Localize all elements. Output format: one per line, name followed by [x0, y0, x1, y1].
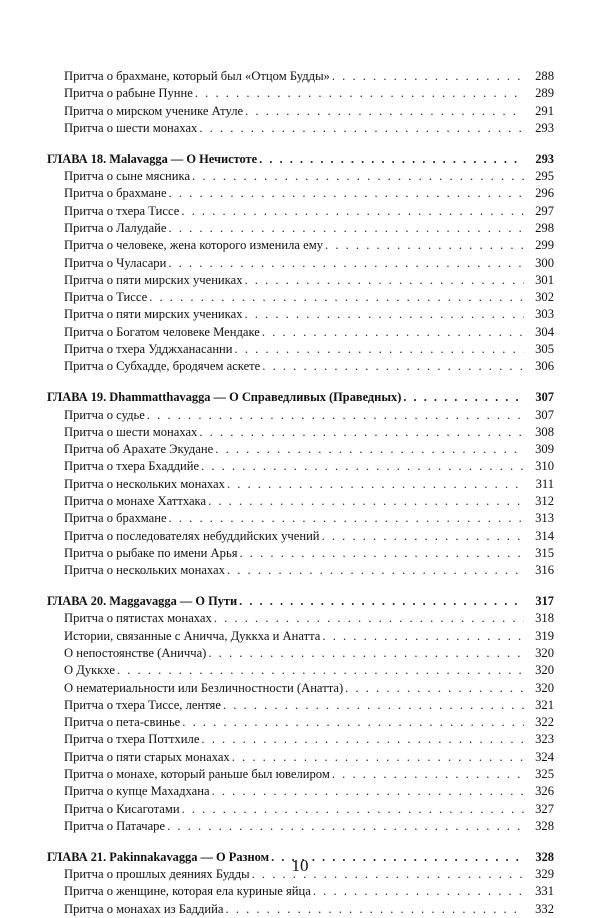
- toc-entry: [0, 306, 600, 323]
- toc-title: Притча о монахах из Баддийа: [64, 901, 224, 916]
- toc-title: Притча о нескольких монахах: [64, 476, 225, 491]
- toc-entry: [0, 766, 600, 783]
- toc-title: Притча о пяти мирских учениках: [64, 272, 243, 287]
- toc-title: Притча об Арахате Экудане: [64, 442, 214, 457]
- toc-title: Притча о тхера Удджханасанни: [64, 342, 233, 357]
- toc-page-number: 325: [535, 767, 554, 782]
- toc-entry: [0, 407, 600, 424]
- dot-leader: [169, 220, 524, 237]
- toc-page-number: 308: [535, 424, 554, 439]
- toc-title: Притча о брахмане: [64, 511, 167, 526]
- toc-entry: [0, 324, 600, 341]
- toc-entry: [0, 237, 600, 254]
- dot-leader: [182, 714, 524, 731]
- dot-leader: [245, 306, 525, 323]
- toc-page-number: 288: [535, 69, 554, 83]
- dot-leader: [208, 493, 524, 510]
- toc-title: Притча о брахмане: [64, 186, 167, 201]
- toc-entry: [0, 493, 600, 510]
- toc-page-number: 324: [535, 749, 554, 764]
- dot-leader: [169, 510, 524, 527]
- toc-entry: [0, 424, 600, 441]
- dot-leader: [325, 237, 524, 254]
- toc-title: ГЛАВА 19. Dhammatthavagga — О Справедливых (Праведных): [47, 390, 402, 405]
- toc-page-number: 305: [535, 342, 554, 357]
- toc-title: Притча о тхера Бхаддийе: [64, 459, 200, 474]
- toc-page-number: 296: [535, 186, 554, 201]
- toc-entry: [0, 272, 600, 289]
- dot-leader: [262, 358, 524, 375]
- toc-page-number: 328: [535, 818, 554, 833]
- dot-leader: [192, 168, 524, 185]
- toc-entry: [0, 510, 600, 527]
- toc-title: Притча о Субхадде, бродячем аскете: [64, 359, 261, 374]
- dot-leader: [232, 749, 524, 766]
- toc-entry: [0, 901, 600, 918]
- toc-page-number: 310: [535, 459, 554, 474]
- toc-title: Притча о пета-свинье: [64, 715, 181, 730]
- section-gap: [0, 835, 600, 849]
- toc-title: О нематериальности или Безличностности (Анатта): [64, 680, 344, 695]
- toc-page-number: 327: [535, 801, 554, 816]
- dot-leader: [147, 407, 524, 424]
- toc-page-number: 320: [535, 663, 554, 678]
- toc-entry: [0, 714, 600, 731]
- dot-leader: [225, 901, 524, 918]
- dot-leader: [322, 628, 524, 645]
- toc-page-number: 316: [535, 563, 554, 578]
- dot-leader: [235, 341, 524, 358]
- toc-page-number: 319: [535, 628, 554, 643]
- toc-title: Притча о тхера Тиссе: [64, 203, 180, 218]
- toc-title: ГЛАВА 18. Malavagga — О Нечистоте: [47, 151, 258, 166]
- toc-page-number: 291: [535, 103, 554, 118]
- toc-entry: [0, 628, 600, 645]
- dot-leader: [182, 801, 524, 818]
- section-gap: [0, 137, 600, 151]
- toc-title: Притча о пяти старых монахах: [64, 749, 230, 764]
- toc-title: Притча о сыне мясника: [64, 169, 191, 184]
- toc-entry: [0, 85, 600, 102]
- dot-leader: [201, 458, 524, 475]
- dot-leader: [199, 424, 524, 441]
- dot-leader: [208, 645, 524, 662]
- toc-page-number: 323: [535, 732, 554, 747]
- toc-title: Притча о пятистах монахах: [64, 611, 212, 626]
- toc-title: Притча о Богатом человеке Мендаке: [64, 324, 260, 339]
- section-gap: [0, 376, 600, 390]
- toc-title: Притча о купце Махадхана: [64, 784, 210, 799]
- toc-entry: [0, 441, 600, 458]
- toc-page-number: 321: [535, 697, 554, 712]
- dot-leader: [345, 680, 524, 697]
- toc-title: О Дуккхе: [64, 663, 115, 678]
- toc-page-number: 302: [535, 290, 554, 305]
- toc-page-number: 307: [535, 407, 554, 422]
- toc-page-number: 300: [535, 255, 554, 270]
- dot-leader: [199, 120, 524, 137]
- toc-page-number: 314: [535, 528, 554, 543]
- toc-entry: [0, 818, 600, 835]
- toc-entry: [0, 358, 600, 375]
- toc-page-number: 299: [535, 238, 554, 253]
- toc-page-number: 307: [535, 390, 554, 405]
- toc-page-number: 289: [535, 86, 554, 101]
- toc-title: Притча о Чуласари: [64, 255, 167, 270]
- toc-entry: [0, 255, 600, 272]
- toc-page-number: 318: [535, 611, 554, 626]
- dot-leader: [262, 324, 524, 341]
- toc-page-number: 329: [535, 867, 554, 882]
- toc-page-number: 315: [535, 545, 554, 560]
- dot-leader: [223, 697, 524, 714]
- toc-entry: [0, 168, 600, 185]
- toc-page-number: 320: [535, 645, 554, 660]
- toc-page-number: 306: [535, 359, 554, 374]
- toc-title: Притча о Тиссе: [64, 290, 148, 305]
- toc-page-number: 322: [535, 715, 554, 730]
- toc-title: Притча о Лалудайе: [64, 220, 167, 235]
- toc-page-number: 313: [535, 511, 554, 526]
- dot-leader: [168, 255, 524, 272]
- toc-title: Притча о шести монахах: [64, 424, 198, 439]
- toc-title: Притча о судье: [64, 407, 145, 422]
- page-number: 10: [291, 856, 309, 875]
- dot-leader: [240, 545, 525, 562]
- dot-leader: [322, 528, 524, 545]
- toc-entry: [0, 801, 600, 818]
- toc-page-number: 311: [535, 476, 554, 491]
- dot-leader: [259, 151, 524, 168]
- toc-page-number: 304: [535, 324, 554, 339]
- dot-leader: [227, 562, 524, 579]
- table-of-contents: [0, 68, 600, 918]
- toc-entry: [0, 120, 600, 137]
- dot-leader: [212, 783, 524, 800]
- toc-title: О непостоянстве (Аничча): [64, 645, 207, 660]
- dot-leader: [332, 766, 524, 783]
- toc-entry: [0, 749, 600, 766]
- toc-entry: [0, 545, 600, 562]
- toc-entry: [0, 476, 600, 493]
- dot-leader: [201, 731, 524, 748]
- toc-page-number: 295: [535, 169, 554, 184]
- dot-leader: [227, 476, 524, 493]
- toc-title: Притча о рабыне Пунне: [64, 86, 193, 101]
- toc-page-number: 332: [535, 901, 554, 916]
- toc-entry: [0, 662, 600, 679]
- dot-leader: [214, 610, 524, 627]
- toc-title: Притча о тхера Тиссе, лентяе: [64, 697, 221, 712]
- toc-page-number: 320: [535, 680, 554, 695]
- toc-title: Притча о человеке, жена которого изменила ему: [64, 238, 324, 253]
- toc-chapter-heading: [0, 593, 600, 610]
- toc-title: Притча о пяти мирских учениках: [64, 307, 243, 322]
- toc-entry: [0, 645, 600, 662]
- dot-leader: [195, 85, 524, 102]
- toc-title: Притча о тхера Поттхиле: [64, 732, 200, 747]
- toc-page-number: 326: [535, 784, 554, 799]
- toc-title: Притча о монахе, который раньше был ювелиром: [64, 767, 330, 782]
- dot-leader: [169, 185, 524, 202]
- toc-entry: [0, 185, 600, 202]
- toc-chapter-heading: [0, 151, 600, 168]
- dot-leader: [245, 272, 525, 289]
- toc-title: Притча о последователях небуддийских учений: [64, 528, 320, 543]
- dot-leader: [215, 441, 524, 458]
- dot-leader: [332, 68, 524, 85]
- toc-chapter-heading: [0, 389, 600, 406]
- dot-leader: [117, 662, 524, 679]
- toc-title: Притча о брахмане, который был «Отцом Будды»: [64, 69, 330, 83]
- toc-entry: [0, 697, 600, 714]
- dot-leader: [313, 883, 524, 900]
- toc-page-number: 298: [535, 220, 554, 235]
- toc-entry: [0, 883, 600, 900]
- toc-title: Притча о монахе Хаттхака: [64, 494, 207, 509]
- toc-page-number: 328: [535, 849, 554, 864]
- toc-title: Притча о мирском ученике Атуле: [64, 103, 244, 118]
- toc-entry: [0, 220, 600, 237]
- toc-page-number: 293: [535, 120, 554, 135]
- dot-leader: [245, 103, 524, 120]
- toc-entry: [0, 203, 600, 220]
- toc-title: Притча о шести монахах: [64, 120, 198, 135]
- toc-title: Притча о Кисаготами: [64, 801, 180, 816]
- toc-title: Притча о прошлых деяниях Будды: [64, 867, 250, 882]
- toc-entry: [0, 528, 600, 545]
- toc-entry: [0, 341, 600, 358]
- toc-title: ГЛАВА 21. Pakinnakavagga — О Разном: [47, 849, 270, 864]
- toc-entry: [0, 562, 600, 579]
- toc-title: Истории, связанные с Аничча, Дуккха и Анатта: [64, 628, 321, 643]
- toc-entry: [0, 68, 600, 85]
- toc-page-number: 312: [535, 494, 554, 509]
- toc-title: ГЛАВА 20. Maggavagga — О Пути: [47, 594, 238, 609]
- toc-page-number: 297: [535, 203, 554, 218]
- toc-entry: [0, 680, 600, 697]
- toc-title: Притча о нескольких монахах: [64, 563, 225, 578]
- toc-page-number: 331: [535, 884, 554, 899]
- toc-title: Притча о женщине, которая ела куриные яйца: [64, 884, 311, 899]
- toc-page-number: 317: [535, 594, 554, 609]
- toc-entry: [0, 610, 600, 627]
- toc-entry: [0, 783, 600, 800]
- toc-entry: [0, 458, 600, 475]
- toc-page-number: 301: [535, 272, 554, 287]
- section-gap: [0, 580, 600, 594]
- toc-title: Притча о рыбаке по имени Арья: [64, 545, 238, 560]
- dot-leader: [167, 818, 524, 835]
- toc-entry: [0, 289, 600, 306]
- toc-title: Притча о Патачаре: [64, 818, 166, 833]
- toc-entry: [0, 103, 600, 120]
- toc-page-number: 293: [535, 151, 554, 166]
- dot-leader: [403, 389, 524, 406]
- dot-leader: [181, 203, 524, 220]
- toc-page-number: 303: [535, 307, 554, 322]
- toc-page-number: 309: [535, 442, 554, 457]
- toc-entry: [0, 731, 600, 748]
- dot-leader: [239, 593, 524, 610]
- dot-leader: [149, 289, 524, 306]
